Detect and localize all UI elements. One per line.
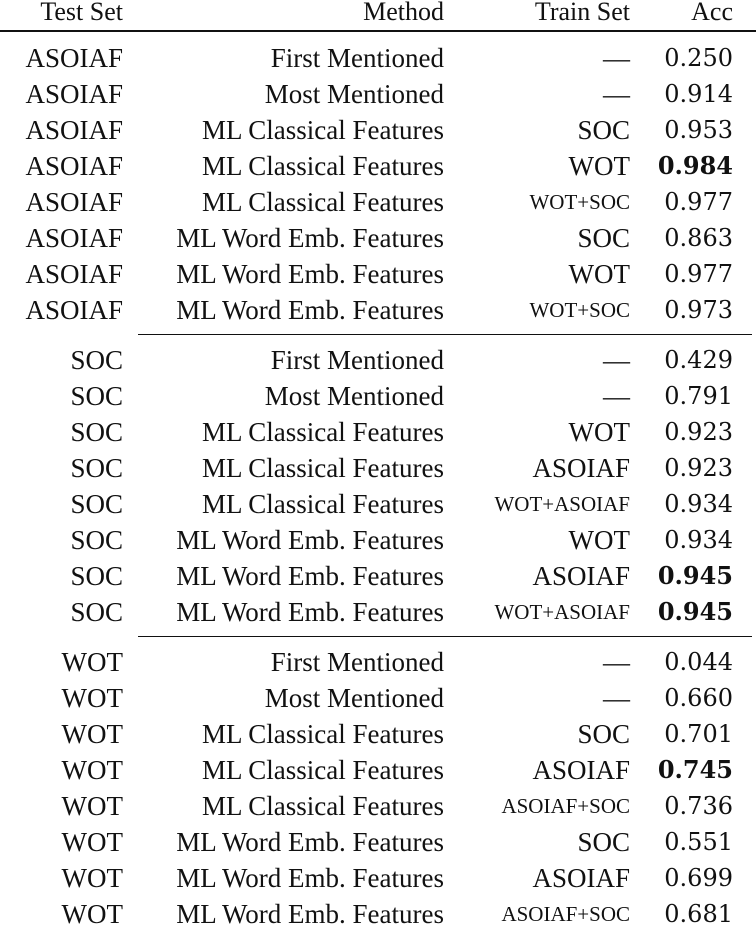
train-set-cell: WOT <box>568 151 630 181</box>
test-set-cell: ASOIAF <box>25 115 123 145</box>
method-cell: First Mentioned <box>270 43 444 73</box>
method-cell: ML Word Emb. Features <box>176 827 444 857</box>
test-set-cell: WOT <box>61 863 123 893</box>
accuracy-cell: 0.914 <box>664 80 733 108</box>
method-cell: Most Mentioned <box>264 381 444 411</box>
accuracy-cell: 0.736 <box>664 792 733 820</box>
method-cell: First Mentioned <box>270 647 444 677</box>
accuracy-cell: 0.791 <box>664 382 733 410</box>
train-set-cell: WOT <box>568 259 630 289</box>
accuracy-cell: 0.977 <box>664 188 733 216</box>
accuracy-cell: 0.745 <box>657 755 733 784</box>
train-set-cell: WOT+SOC <box>529 298 630 322</box>
train-set-cell: WOT <box>568 525 630 555</box>
train-set-cell: ASOIAF+SOC <box>501 794 630 818</box>
train-set-cell: — <box>603 381 630 411</box>
test-set-cell: ASOIAF <box>25 295 123 325</box>
table-row <box>0 292 756 328</box>
method-cell: Most Mentioned <box>264 683 444 713</box>
table-row <box>0 112 756 148</box>
method-cell: ML Word Emb. Features <box>176 899 444 929</box>
test-set-cell: ASOIAF <box>25 79 123 109</box>
accuracy-cell: 0.934 <box>664 490 733 518</box>
method-cell: ML Classical Features <box>202 791 444 821</box>
train-set-cell: ASOIAF <box>532 755 630 785</box>
table-row <box>0 752 756 788</box>
test-set-cell: SOC <box>70 453 123 483</box>
table-row <box>0 220 756 256</box>
train-set-cell: SOC <box>577 827 630 857</box>
train-set-cell: — <box>603 683 630 713</box>
train-set-cell: WOT <box>568 417 630 447</box>
accuracy-cell: 0.863 <box>664 224 733 252</box>
table-row <box>0 414 756 450</box>
accuracy-cell: 0.681 <box>664 900 733 928</box>
header-test-set: Test Set <box>40 0 123 26</box>
test-set-cell: WOT <box>61 647 123 677</box>
method-cell: First Mentioned <box>270 345 444 375</box>
table-row <box>0 342 756 378</box>
table-row <box>0 644 756 680</box>
method-cell: ML Word Emb. Features <box>176 863 444 893</box>
train-set-cell: — <box>603 345 630 375</box>
accuracy-cell: 0.923 <box>664 418 733 446</box>
method-cell: ML Classical Features <box>202 417 444 447</box>
test-set-cell: WOT <box>61 827 123 857</box>
train-set-cell: WOT+ASOIAF <box>494 600 630 624</box>
method-cell: ML Classical Features <box>202 489 444 519</box>
header-train-set: Train Set <box>534 0 630 26</box>
method-cell: ML Classical Features <box>202 151 444 181</box>
table-row <box>0 788 756 824</box>
group-divider <box>138 636 752 637</box>
method-cell: ML Classical Features <box>202 719 444 749</box>
accuracy-cell: 0.250 <box>664 44 733 72</box>
method-cell: ML Classical Features <box>202 115 444 145</box>
table-row <box>0 860 756 896</box>
group-divider <box>138 334 752 335</box>
accuracy-cell: 0.945 <box>657 597 733 626</box>
accuracy-cell: 0.660 <box>664 684 733 712</box>
header-acc: Acc <box>691 0 733 26</box>
method-cell: ML Classical Features <box>202 755 444 785</box>
test-set-cell: SOC <box>70 597 123 627</box>
test-set-cell: WOT <box>61 791 123 821</box>
test-set-cell: SOC <box>70 561 123 591</box>
train-set-cell: — <box>603 647 630 677</box>
train-set-cell: SOC <box>577 223 630 253</box>
train-set-cell: — <box>603 79 630 109</box>
test-set-cell: SOC <box>70 345 123 375</box>
test-set-cell: WOT <box>61 719 123 749</box>
method-cell: ML Word Emb. Features <box>176 259 444 289</box>
accuracy-cell: 0.701 <box>664 720 733 748</box>
test-set-cell: ASOIAF <box>25 223 123 253</box>
test-set-cell: SOC <box>70 381 123 411</box>
method-cell: ML Word Emb. Features <box>176 223 444 253</box>
train-set-cell: SOC <box>577 719 630 749</box>
test-set-cell: WOT <box>61 755 123 785</box>
test-set-cell: ASOIAF <box>25 187 123 217</box>
train-set-cell: WOT+SOC <box>529 190 630 214</box>
accuracy-cell: 0.699 <box>664 864 733 892</box>
test-set-cell: WOT <box>61 899 123 929</box>
method-cell: ML Word Emb. Features <box>176 525 444 555</box>
test-set-cell: SOC <box>70 417 123 447</box>
method-cell: ML Word Emb. Features <box>176 597 444 627</box>
accuracy-cell: 0.973 <box>664 296 733 324</box>
accuracy-cell: 0.044 <box>664 648 733 676</box>
table-row <box>0 486 756 522</box>
accuracy-cell: 0.551 <box>664 828 733 856</box>
test-set-cell: ASOIAF <box>25 43 123 73</box>
table-row <box>0 558 756 594</box>
train-set-cell: WOT+ASOIAF <box>494 492 630 516</box>
train-set-cell: SOC <box>577 115 630 145</box>
table-header-row <box>0 0 756 30</box>
method-cell: ML Word Emb. Features <box>176 295 444 325</box>
test-set-cell: SOC <box>70 525 123 555</box>
header-method: Method <box>363 0 444 26</box>
accuracy-cell: 0.429 <box>664 346 733 374</box>
train-set-cell: ASOIAF <box>532 453 630 483</box>
method-cell: ML Classical Features <box>202 187 444 217</box>
table-row <box>0 824 756 860</box>
test-set-cell: WOT <box>61 683 123 713</box>
table-row <box>0 256 756 292</box>
header-rule <box>0 30 756 32</box>
method-cell: ML Word Emb. Features <box>176 561 444 591</box>
accuracy-cell: 0.977 <box>664 260 733 288</box>
table-row <box>0 594 756 630</box>
table-row <box>0 184 756 220</box>
table-row <box>0 522 756 558</box>
train-set-cell: — <box>603 43 630 73</box>
accuracy-cell: 0.984 <box>657 151 733 180</box>
table-row <box>0 378 756 414</box>
method-cell: Most Mentioned <box>264 79 444 109</box>
table-row <box>0 450 756 486</box>
test-set-cell: ASOIAF <box>25 259 123 289</box>
accuracy-cell: 0.945 <box>657 561 733 590</box>
table-row <box>0 40 756 76</box>
train-set-cell: ASOIAF <box>532 561 630 591</box>
train-set-cell: ASOIAF <box>532 863 630 893</box>
train-set-cell: ASOIAF+SOC <box>501 902 630 926</box>
table-row <box>0 148 756 184</box>
table-row <box>0 680 756 716</box>
accuracy-cell: 0.934 <box>664 526 733 554</box>
test-set-cell: SOC <box>70 489 123 519</box>
accuracy-cell: 0.923 <box>664 454 733 482</box>
test-set-cell: ASOIAF <box>25 151 123 181</box>
table-row <box>0 716 756 752</box>
method-cell: ML Classical Features <box>202 453 444 483</box>
accuracy-cell: 0.953 <box>664 116 733 144</box>
table-row <box>0 76 756 112</box>
